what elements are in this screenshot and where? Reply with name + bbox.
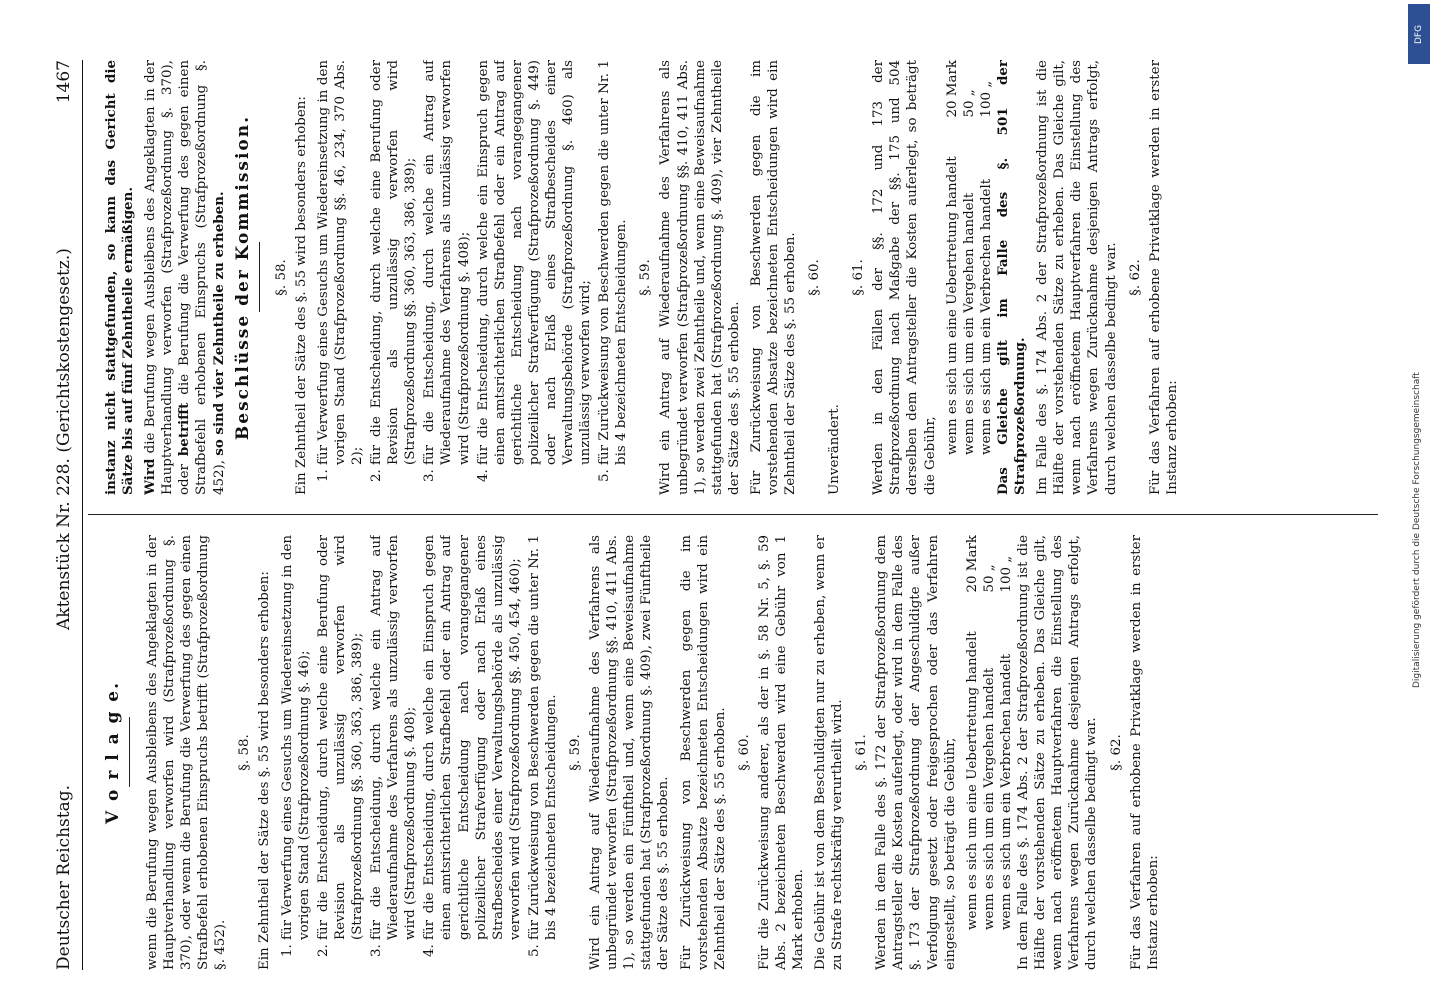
section-number: §. 62.: [1108, 734, 1124, 771]
paragraph: Wird ein Antrag auf Wiederaufnahme des Verfahrens als unbegründet verworfen (Strafprozeßordnung §§. 410, 411 Abs. 1), so werden ein Fünftheil und, wenn eine Beweisaufnahme stattgefunden hat (Strafprozeßordnung §. 409), zwei Fünftheile der Sätze des §. 55 erhoben.: [588, 535, 672, 970]
column-heading-kommission: Beschlüsse der Kommission.: [232, 114, 253, 441]
paragraph: Im Falle des §. 174 Abs. 2 der Strafprozeßordnung ist die Hälfte der vorstehenden Sätze zu erheben. Das Gleiche gilt, wenn nach eröffnetem Hauptverfahren die Einstellung des Verfahrens wegen Zurücknahme desjenigen Antrags erfolgt, durch welchen dasselbe bedingt war.: [1035, 60, 1119, 495]
header-left: Deutscher Reichstag.: [54, 785, 74, 970]
fee-amount: 20 Mark: [944, 60, 960, 118]
fee-amount: 50 „: [961, 89, 977, 118]
paragraph: Wird ein Antrag auf Wiederaufnahme des Verfahrens als unbegründet verworfen (Strafprozeßordnung §§. 410, 411 Abs. 1), so werden zwei Zehntheile und, wenn eine Beweisaufnahme stattgefunden hat (Strafprozeßordnung §. 409), vier Zehntheile der Sätze des §. 55 erhoben.: [658, 60, 742, 495]
list-item: 4. für die Entscheidung, durch welche ein Einspruch gegen einen amtsrichterlichen Strafbefehl oder ein Antrag auf gerichtliche Entscheidung nach vorangegangener polizeilicher Strafverfügung (Strafprozeßordnung §. 449) oder nach Erlaß eines Strafbescheides einer Verwaltungsbehörde (Strafprozeßordnung §. 460) als unzulässig verworfen wird;: [475, 60, 595, 465]
fee-label: wenn es sich um ein Vergehen handelt: [981, 667, 997, 930]
fee-label: wenn es sich um eine Uebertretung handelt: [944, 156, 960, 455]
paragraph: In dem Falle des §. 174 Abs. 2 der Strafprozeßordnung ist die Hälfte der vorstehenden Sätze zu erheben. Das Gleiche gilt, wenn nach eröffnetem Hauptverfahren die Einstellung des Verfahrens wegen Zurücknahme desjenigen Antrags erfolgt, durch welchen dasselbe bedingt war.: [1016, 535, 1100, 970]
fee-table: [964, 535, 1015, 930]
list-item: 4. für die Entscheidung, durch welche ein Einspruch gegen einen amtsrichterlichen Strafbefehl oder ein Antrag auf gerichtliche Entscheidung nach vorangegangener polizeilicher Strafverfügung oder nach Erlaß eines Strafbescheides einer Verwaltungsbehörde als unzulässig verworfen wird (Strafprozeßordnung §§. 450, 454, 460);: [421, 535, 524, 940]
paragraph: Unverändert.: [827, 404, 843, 495]
numbered-list: [315, 60, 631, 495]
paragraph: Für das Verfahren auf erhobene Privatklage werden in erster Instanz erhoben:: [1128, 535, 1161, 970]
numbered-list: [279, 535, 561, 970]
bold-text: betrifft: [176, 402, 193, 457]
heading-rule: [129, 718, 130, 788]
bold-text: so sind vier Zehntheile zu erheben.: [210, 191, 227, 456]
list-item: 2. für die Entscheidung, durch welche eine Berufung oder Revision als unzulässig verworfen wird (Strafprozeßordnung §§. 360, 363, 386, 389);: [368, 60, 419, 465]
paragraph: wenn die Berufung wegen Ausbleibens des Angeklagten in der Hauptverhandlung verworfen wird (Strafprozeßordnung §. 370), oder wenn die Berufung die Verwerfung des gegen einen Strafbefehl erhobenen Einspruchs betrifft (Strafprozeßordnung §. 452).: [145, 535, 229, 970]
heading-rule: [259, 243, 260, 313]
digitization-credit: Digitalisierung gefördert durch die Deutsche Forschungsgemeinschaft: [1412, 372, 1422, 688]
page-header: [48, 60, 83, 970]
fee-label: wenn es sich um ein Vergehen handelt: [961, 192, 977, 455]
paragraph: Werden in dem Falle des §. 172 der Strafprozeßordnung dem Antragsteller die Kosten auferlegt, oder wird in dem Falle des §. 173 der Strafprozeßordnung der Angeschuldigte außer Verfolgung gesetzt oder freigesprochen oder das Verfahren eingestellt, so beträgt die Gebühr,: [874, 535, 958, 970]
list-item: 3. für die Entscheidung, durch welche ein Antrag auf Wiederaufnahme des Verfahrens als unzulässig verworfen wird (Strafprozeßordnung §. 408);: [368, 535, 419, 940]
paragraph: Die Gebühr ist von dem Beschuldigten nur zu erheben, wenn er zu Strafe rechtskräftig verurtheilt wird.: [813, 535, 846, 970]
paragraph: Werden in den Fällen der §§. 172 und 173 der Strafprozeßordnung nach Maßgabe der §§. 175 und 504 derselben dem Antragsteller die Kosten auferlegt, so beträgt die Gebühr,: [871, 60, 938, 495]
column-vorlage: [103, 535, 1363, 970]
paragraph: Ein Zehntheil der Sätze des §. 55 wird besonders erhoben:: [293, 96, 309, 495]
fee-label: wenn es sich um ein Verbrechen handelt: [998, 653, 1014, 930]
list-item: 5. für Zurückweisung von Beschwerden gegen die unter Nr. 1 bis 4 bezeichneten Entscheidungen.: [596, 60, 630, 465]
section-number: §. 61.: [851, 259, 867, 296]
paragraph: [142, 60, 227, 495]
fee-amount: 100 „: [978, 80, 994, 118]
header-center: Aktenstück Nr. 228. (Gerichtskostengesetz.): [54, 248, 74, 630]
list-item: 2. für die Entscheidung, durch welche eine Berufung oder Revision als unzulässig verworfen wird (Strafprozeßordnung §§. 360, 363, 386, 389);: [315, 535, 366, 940]
fee-amount: 100 „: [998, 555, 1014, 593]
section-number: §. 58.: [237, 734, 253, 771]
fee-table: [944, 60, 995, 455]
document-page: [48, 60, 1403, 970]
section-number: §. 62.: [1127, 259, 1143, 296]
fee-label: wenn es sich um ein Verbrechen handelt: [978, 178, 994, 455]
section-number: §. 58.: [273, 259, 289, 296]
paragraph: Für Zurückweisung von Beschwerden gegen die im vorstehenden Absatze bezeichneten Entscheidungen wird ein Zehntheil der Sätze des §. 55 erhoben.: [678, 535, 728, 970]
text: die Berufung die Verwerfung des gegen einen Strafbefehl erhobenen Einspruchs (Strafprozeßordnung §. 452),: [177, 60, 227, 495]
text: die Berufung wegen Ausbleibens des Angeklagten in der Hauptverhandlung verworfen (Strafprozeßordnung §. 370), oder: [143, 60, 193, 495]
dfg-logo: DFG: [1408, 4, 1430, 64]
paragraph-bold: instanz nicht stattgefunden, so kann das Gericht die Sätze bis auf fünf Zehntheile ermäßigen.: [103, 60, 137, 495]
section-number: §. 60.: [736, 734, 752, 771]
paragraph: Für das Verfahren auf erhobene Privatklage werden in erster Instanz erhoben:: [1147, 60, 1180, 495]
section-number: §. 60.: [807, 259, 823, 296]
section-number: §. 59.: [568, 734, 584, 771]
list-item: 1. für Verwerfung eines Gesuchs um Wiedereinsetzung in den vorigen Stand (Strafprozeßordnung §§. 46, 234, 370 Abs. 2);: [315, 60, 366, 465]
list-item: 3. für die Entscheidung, durch welche ein Antrag auf Wiederaufnahme des Verfahrens als unzulässig verworfen wird (Strafprozeßordnung §. 408);: [421, 60, 472, 465]
paragraph: Für Zurückweisung von Beschwerden gegen die im vorstehenden Absatze bezeichneten Entscheidungen wird ein Zehntheil der Sätze des §. 55 erhoben.: [748, 60, 799, 495]
page-number: 1467: [54, 60, 74, 104]
column-divider: [88, 514, 1378, 515]
section-number: §. 59.: [638, 259, 654, 296]
fee-label: wenn es sich um eine Uebertretung handelt: [964, 631, 980, 930]
bold-text: Wird: [142, 458, 159, 495]
section-number: §. 61.: [854, 734, 870, 771]
fee-amount: 50 „: [981, 564, 997, 593]
list-item: 5. für Zurückweisung von Beschwerden gegen die unter Nr. 1 bis 4 bezeichneten Entscheidungen.: [526, 535, 560, 940]
list-item: 1. für Verwerfung eines Gesuchs um Wiedereinsetzung in den vorigen Stand (Strafprozeßordnung §. 46);: [279, 535, 313, 940]
paragraph: Ein Zehntheil der Sätze des §. 55 wird besonders erhoben:: [257, 571, 273, 970]
column-heading-vorlage: V o r l a g e.: [103, 680, 123, 825]
paragraph: Für die Zurückweisung anderer, als der in §. 58 Nr. 5, §. 59 Abs. 2 bezeichneten Beschwerden wird eine Gebühr von 1 Mark erhoben.: [756, 535, 806, 970]
fee-amount: 20 Mark: [964, 535, 980, 593]
paragraph-bold: Das Gleiche gilt im Falle des §. 501 der Strafprozeßordnung.: [994, 60, 1029, 495]
column-beschluesse: [103, 60, 1363, 495]
